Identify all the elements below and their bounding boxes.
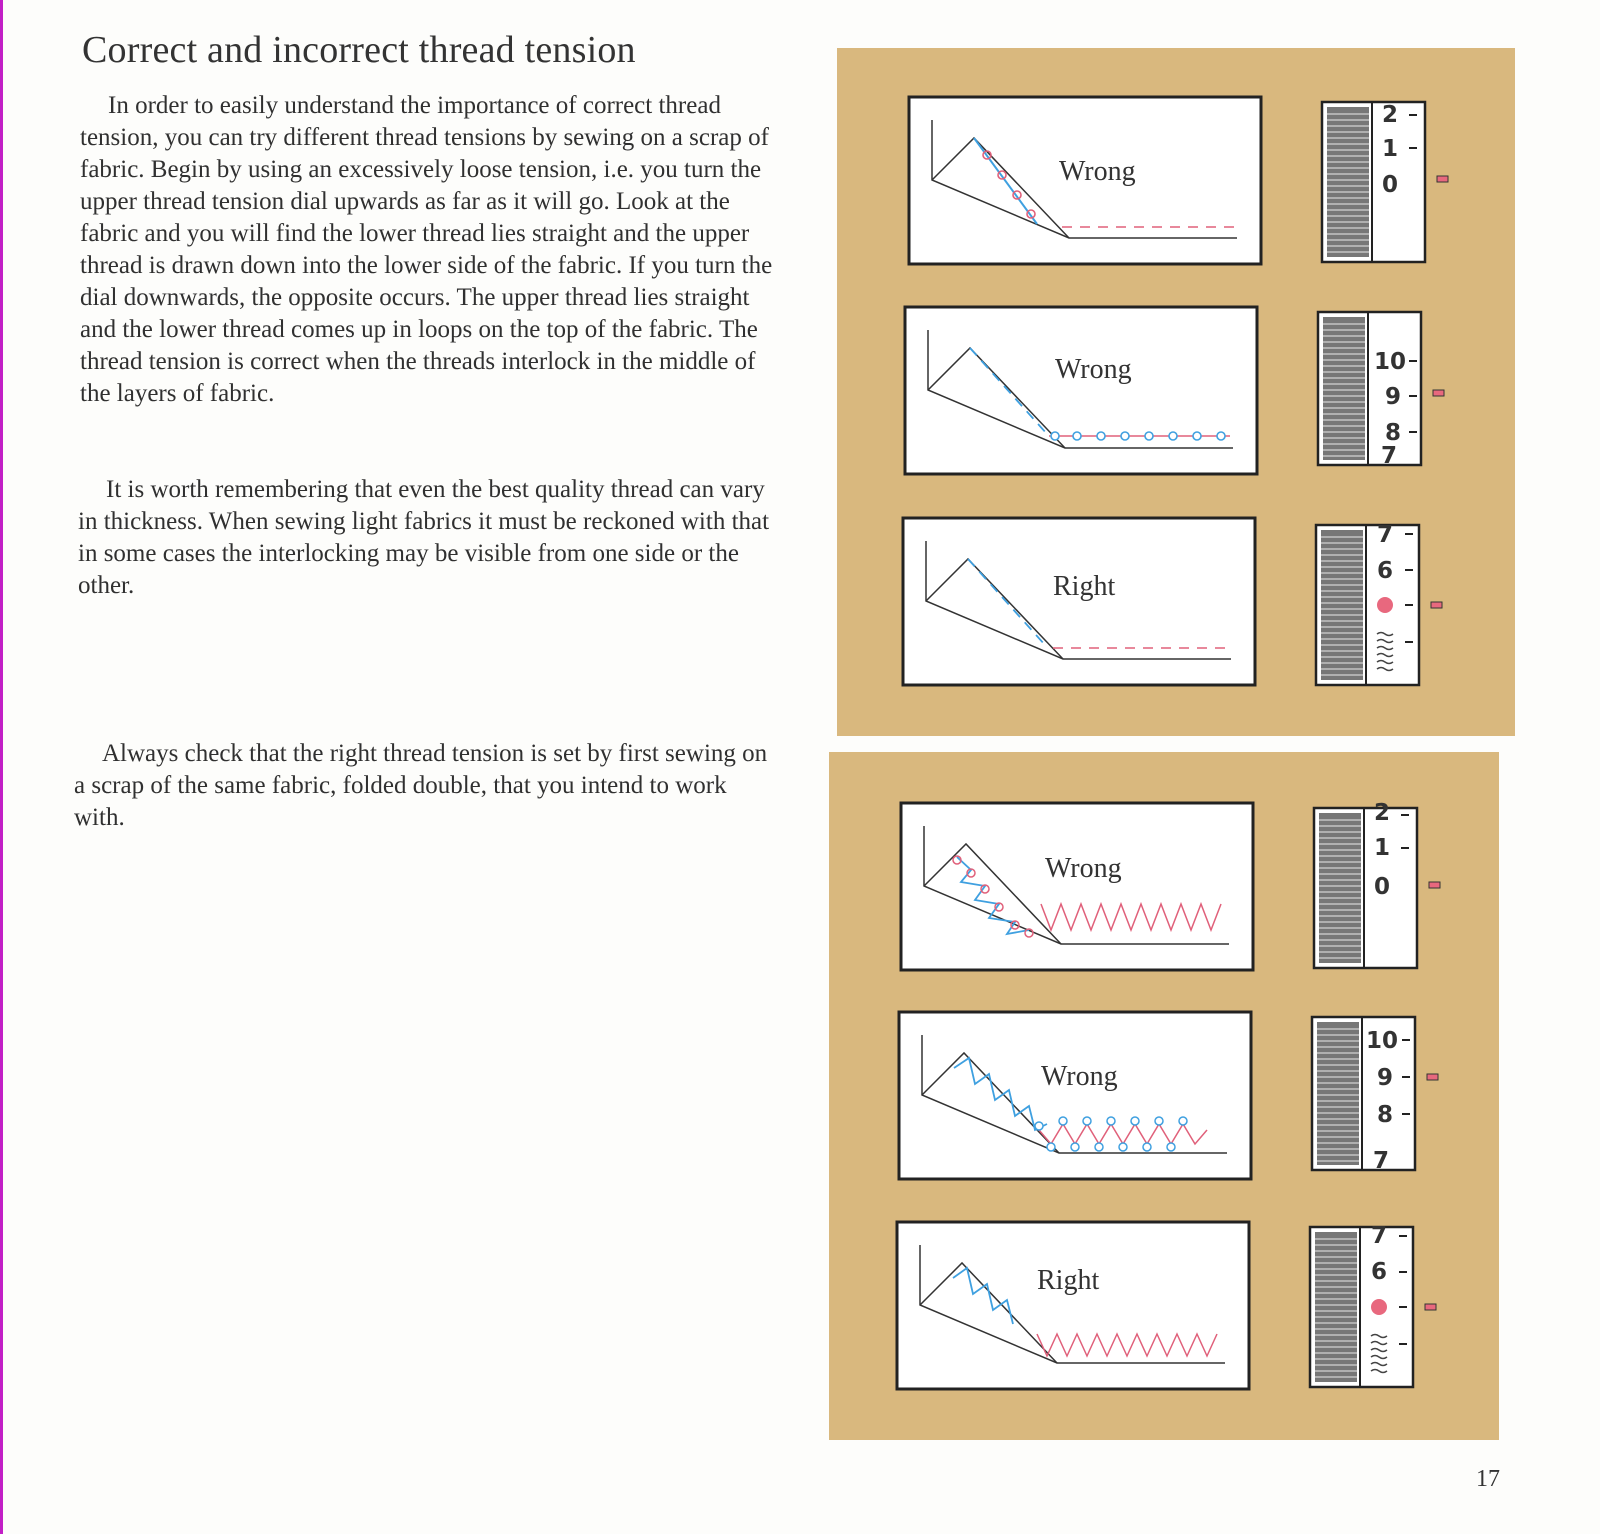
dial-number: 2	[1373, 800, 1391, 826]
dial-number: 7	[1380, 443, 1398, 469]
example-label: Right	[1053, 571, 1116, 602]
tension-dial	[1310, 1223, 1436, 1387]
dial-number: 1	[1381, 136, 1399, 162]
straight-example-1	[909, 97, 1448, 264]
straight-example-3	[903, 518, 1442, 685]
thickness-paragraph: It is worth remembering that even the best quality thread can vary in thickness. When sewing light fabrics it must be reckoned with that in some cases the interlocking may be visible from one side or the other.	[78, 476, 770, 599]
example-label: Wrong	[1041, 1061, 1118, 1092]
dial-indicator	[1425, 1304, 1436, 1310]
page-number: 17	[1476, 1466, 1500, 1492]
check-paragraph: Always check that the right thread tension is set by first sewing on a scrap of the same fabric, folded double, that you intend to work with.	[74, 740, 768, 831]
dial-number: 7	[1372, 1148, 1390, 1174]
tension-dial	[1314, 800, 1440, 968]
example-label: Wrong	[1059, 156, 1136, 187]
dial-number: 9	[1376, 1065, 1394, 1091]
dial-number: 1	[1373, 835, 1391, 861]
correct-setting-dot	[1377, 597, 1393, 613]
zigzag-example-2	[899, 1012, 1438, 1179]
dial-indicator	[1431, 602, 1442, 608]
dial-number: 8	[1376, 1102, 1394, 1128]
fabric-card	[905, 307, 1257, 474]
page-title: Correct and incorrect thread tension	[82, 29, 636, 71]
page-edge	[0, 0, 3, 1534]
dial-number: 7	[1376, 522, 1394, 548]
zigzag-stitch-panel	[829, 752, 1499, 1440]
fabric-card	[897, 1222, 1249, 1389]
straight-stitch-figures	[837, 48, 1515, 736]
straight-example-2	[905, 307, 1444, 474]
tension-dial	[1322, 102, 1448, 262]
example-label: Right	[1037, 1265, 1100, 1296]
dial-number: 7	[1370, 1223, 1388, 1249]
example-label: Wrong	[1045, 853, 1122, 884]
dial-number: 2	[1381, 102, 1399, 128]
dial-indicator	[1429, 882, 1440, 888]
dial-number: 9	[1384, 384, 1402, 410]
dial-number: 10	[1365, 1028, 1399, 1054]
tension-dial	[1318, 312, 1444, 469]
dial-number: 10	[1373, 349, 1407, 375]
correct-setting-dot	[1371, 1299, 1387, 1315]
intro-paragraph: In order to easily understand the importance of correct thread tension, you can try different thread tensions by sewing on a scrap of fabric. Begin by using an excessively loose tension, i.e. you turn the upper thread tension dial upwards as far as it will go. Look at the fabric and you will find the lower thread lies straight and the upper thread is drawn down into the lower side of the fabric. If you turn the dial downwards, the opposite occurs. The upper thread lies straight and the lower thread comes up in loops on the top of the fabric. The thread tension is correct when the threads interlock in the middle of the layers of fabric.	[80, 92, 773, 407]
dial-indicator	[1437, 176, 1448, 182]
example-label: Wrong	[1055, 354, 1132, 385]
dial-number: 0	[1373, 874, 1391, 900]
dial-number: 6	[1376, 558, 1394, 584]
dial-number: 8	[1384, 420, 1402, 446]
fabric-card	[899, 1012, 1251, 1179]
zigzag-example-3	[897, 1222, 1436, 1389]
zigzag-stitch-figures	[829, 752, 1499, 1440]
straight-stitch-panel	[837, 48, 1515, 736]
dial-indicator	[1433, 390, 1444, 396]
tension-dial	[1316, 522, 1442, 685]
fabric-card	[901, 803, 1253, 970]
dial-indicator	[1427, 1074, 1438, 1080]
tension-dial	[1312, 1017, 1438, 1174]
dial-number: 6	[1370, 1259, 1388, 1285]
zigzag-example-1	[901, 800, 1440, 970]
dial-number: 0	[1381, 172, 1399, 198]
